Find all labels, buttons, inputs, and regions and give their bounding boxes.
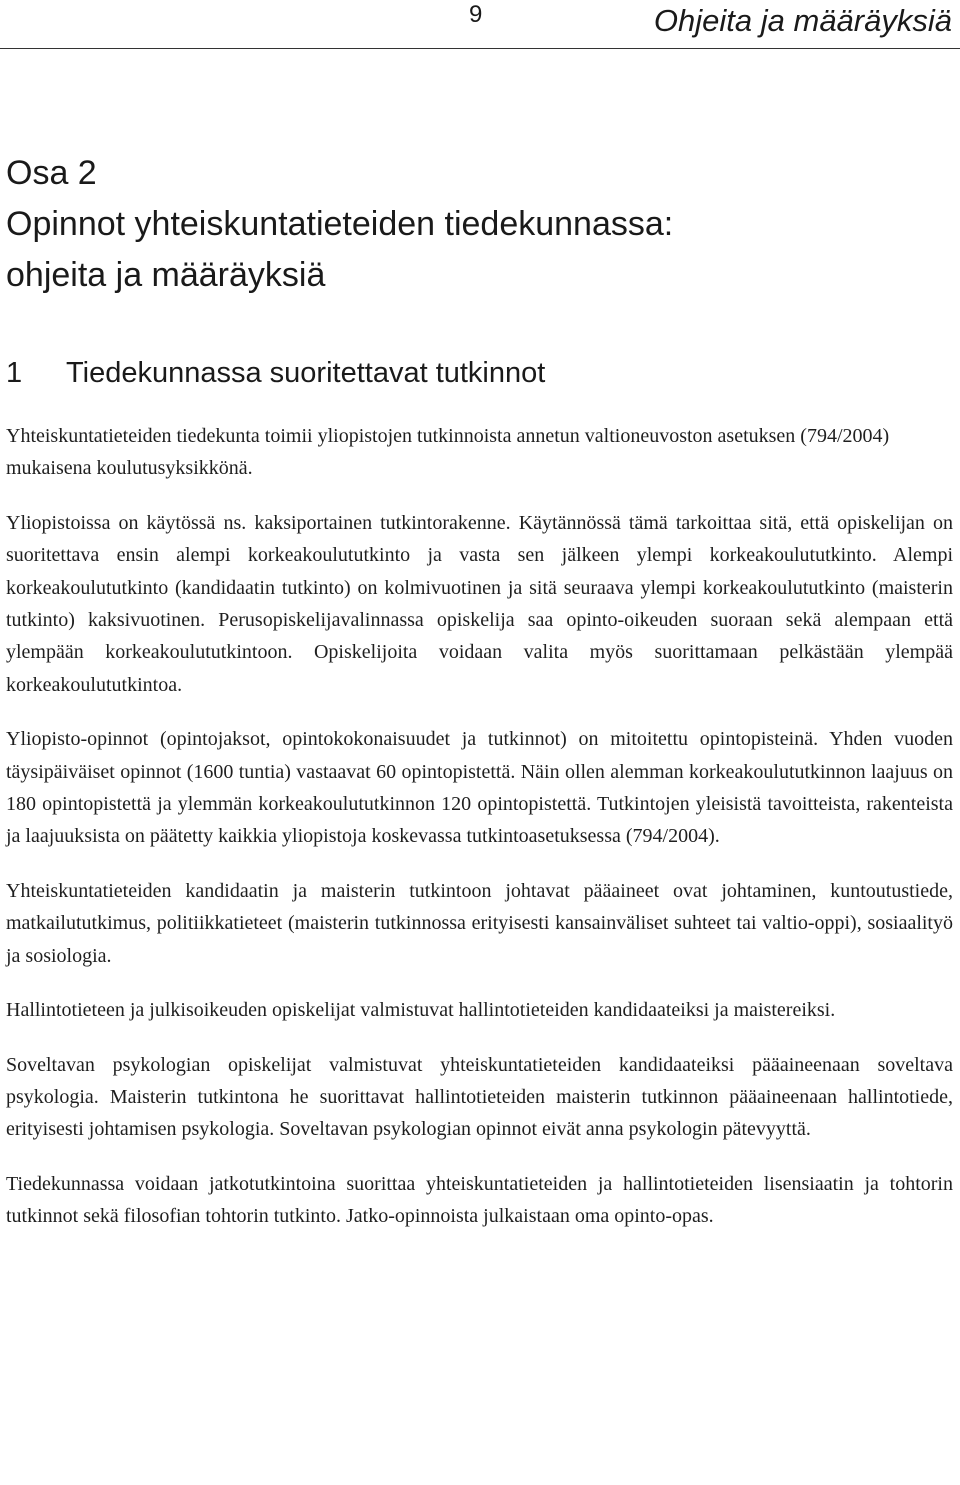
part-title-line-2: Opinnot yhteiskuntatieteiden tiedekunnassa: [6,205,674,243]
running-header: Ohjeita ja määräyksiä [653,3,952,38]
part-title [6,148,946,301]
part-title-line-3: ohjeita ja määräyksiä [6,256,326,294]
paragraph-applied-psychology: Soveltavan psykologian opiskelijat valmistuvat yhteiskuntatieteiden kandidaateiksi pääaineenaan soveltava psykologia. Maisterin tutkintona he suorittavat hallintotieteiden maisterin tutkinnon pääaineenaan hallintotiede, erityisesti johtamisen psykologia. Soveltavan psykologian opinnot eivät anna psykologin pätevyyttä. [6,1053,953,1141]
paragraph-postgraduate: Tiedekunnassa voidaan jatkotutkintoina suorittaa yhteiskuntatieteiden ja hallintotieteiden lisensiaatin ja tohtorin tutkinnot sekä filosofian tohtorin tutkinto. Jatko-opinnoista julkaistaan oma opinto-opas. [6,1172,953,1228]
paragraph-credits: Yliopisto-opinnot (opintojaksot, opintokokonaisuudet ja tutkinnot) on mitoitettu opintopisteinä. Yhden vuoden täysipäiväiset opinnot (1600 tuntia) vastaavat 60 opintopistettä. Näin ollen alemman korkeakoulututkinnon laajuus on 180 opintopistettä ja ylemmän korkeakoulututkinnon 120 opintopistettä. Tutkintojen yleisistä tavoitteista, rakenteista ja laajuuksista on päätetty kaikkia yliopistoja koskevassa tutkintoasetuksessa (794/2004). [6,728,953,848]
section-number: 1 [6,357,23,389]
page-number: 9 [469,1,483,28]
body-text [6,420,953,1255]
section-title: Tiedekunnassa suoritettavat tutkinnot [66,357,546,389]
paragraph-degree-structure: Yliopistoissa on käytössä ns. kaksiportainen tutkintorakenne. Käytännössä tämä tarkoittaa sitä, että opiskelijan on suoritettava ensin alempi korkeakoulututkinto ja vasta sen jälkeen ylempi korkeakoulututkinto. Alempi korkeakoulututkinto (kandidaatin tutkinto) on kolmivuotinen ja sitä seuraava ylempi korkeakoulututkinto (maisterin tutkinto) kaksivuotinen. Perusopiskelijavalinnassa opiskelija saa opinto-oikeuden suoraan sekä alempaan että ylempään korkeakoulututkintoon. Opiskelijoita voidaan valita myös suorittamaan pelkästään ylempää korkeakoulututkintoa. [6,511,953,696]
part-title-line-1: Osa 2 [6,154,97,192]
paragraph-major-subjects: Yhteiskuntatieteiden kandidaatin ja maisterin tutkintoon johtavat pääaineet ovat johtaminen, kuntoutustiede, matkailututkimus, politiikkatieteet (maisterin tutkinnossa erityisesti kansainväliset suhteet tai valtio-oppi), sosiaalityö ja sosiologia. [6,879,953,967]
header-divider [0,48,960,49]
paragraph-administrative-science: Hallintotieteen ja julkisoikeuden opiskelijat valmistuvat hallintotieteiden kandidaateiksi ja maistereiksi. [6,999,836,1022]
paragraph-intro: Yhteiskuntatieteiden tiedekunta toimii yliopistojen tutkinnoista annetun valtioneuvoston asetuksen (794/2004) mukaisena koulutusyksikkönä. [6,425,890,480]
section-heading [6,353,946,393]
